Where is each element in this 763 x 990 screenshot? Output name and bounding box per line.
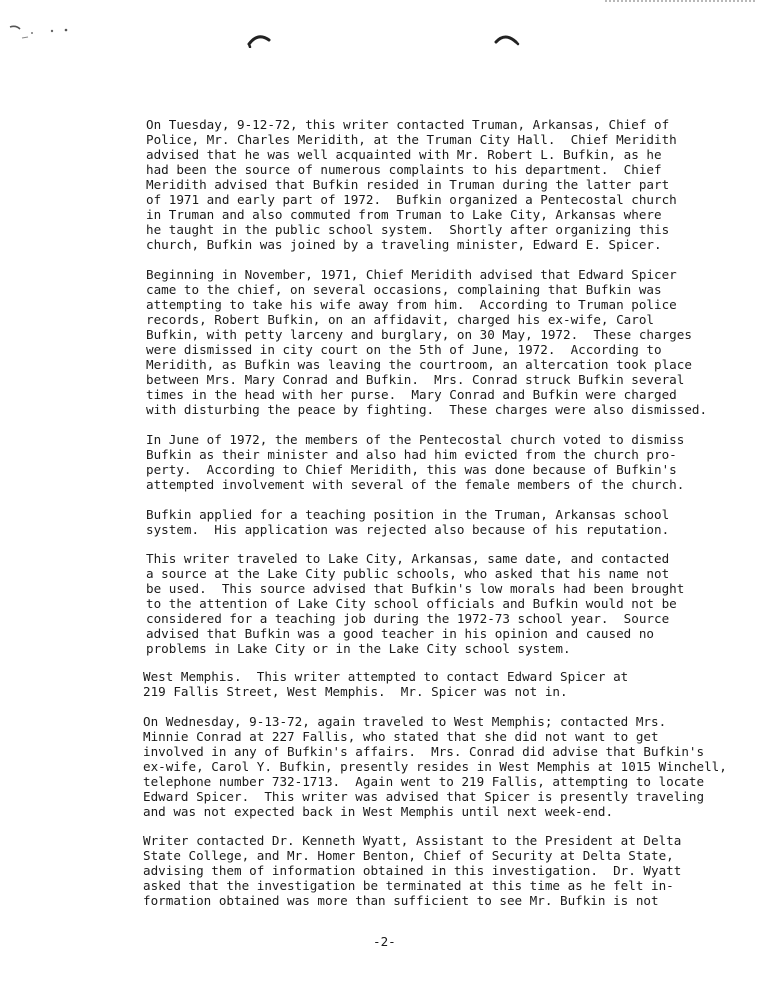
text-line: Meridith advised that Bufkin resided in Truman during the latter part: [146, 177, 670, 192]
paragraph: [143, 669, 628, 699]
text-line: he taught in the public school system. Shortly after organizing this: [146, 222, 670, 237]
text-line: telephone number 732-1713. Again went to 219 Fallis, attempting to locate: [143, 774, 705, 789]
text-line: to the attention of Lake City school officials and Bufkin would not be: [146, 596, 677, 611]
text-line: and was not expected back in West Memphis until next week-end.: [143, 804, 614, 819]
text-line: involved in any of Bufkin's affairs. Mrs. Conrad did advise that Bufkin's: [143, 744, 705, 759]
paragraph: [143, 714, 727, 819]
text-line: attempting to take his wife away from him. According to Truman police: [146, 297, 677, 312]
paragraph: [146, 551, 684, 656]
text-line: times in the head with her purse. Mary Conrad and Bufkin were charged: [146, 387, 677, 402]
text-line: This writer traveled to Lake City, Arkansas, same date, and contacted: [146, 551, 670, 566]
text-line: Meridith, as Bufkin was leaving the courtroom, an altercation took place: [146, 357, 692, 372]
paragraph: [146, 507, 669, 537]
text-line: Police, Mr. Charles Meridith, at the Truman City Hall. Chief Meridith: [146, 132, 677, 147]
text-line: Edward Spicer. This writer was advised that Spicer is presently traveling: [143, 789, 705, 804]
text-line: had been the source of numerous complaints to his department. Chief: [146, 162, 662, 177]
text-line: Writer contacted Dr. Kenneth Wyatt, Assistant to the President at Delta: [143, 833, 682, 848]
text-line: On Wednesday, 9-13-72, again traveled to West Memphis; contacted Mrs.: [143, 714, 667, 729]
text-line: problems in Lake City or in the Lake City school system.: [146, 641, 571, 656]
paragraph: [146, 432, 684, 492]
text-line: came to the chief, on several occasions, complaining that Bufkin was: [146, 282, 662, 297]
text-line: West Memphis. This writer attempted to contact Edward Spicer at: [143, 669, 629, 684]
text-line: were dismissed in city court on the 5th of June, 1972. According to: [146, 342, 662, 357]
paragraph: [146, 267, 707, 417]
paragraph: [143, 833, 681, 908]
text-line: with disturbing the peace by fighting. These charges were also dismissed.: [146, 402, 708, 417]
text-line: advised that Bufkin was a good teacher in his opinion and caused no: [146, 626, 654, 641]
text-line: In June of 1972, the members of the Pentecostal church voted to dismiss: [146, 432, 685, 447]
text-line: On Tuesday, 9-12-72, this writer contacted Truman, Arkansas, Chief of: [146, 117, 670, 132]
page-number: -2-: [373, 934, 396, 949]
text-line: considered for a teaching job during the 1972-73 school year. Source: [146, 611, 670, 626]
text-line: church, Bufkin was joined by a traveling minister, Edward E. Spicer.: [146, 237, 662, 252]
text-line: system. His application was rejected also because of his reputation.: [146, 522, 670, 537]
text-line: ex-wife, Carol Y. Bufkin, presently resides in West Memphis at 1015 Winchell,: [143, 759, 727, 774]
text-line: be used. This source advised that Bufkin's low morals had been brought: [146, 581, 685, 596]
text-line: 219 Fallis Street, West Memphis. Mr. Spicer was not in.: [143, 684, 568, 699]
text-line: Bufkin, with petty larceny and burglary, on 30 May, 1972. These charges: [146, 327, 692, 342]
top-edge-dots: [605, 0, 755, 5]
text-line: Bufkin as their minister and also had him evicted from the church pro-: [146, 447, 677, 462]
text-line: in Truman and also commuted from Truman to Lake City, Arkansas where: [146, 207, 662, 222]
text-line: Beginning in November, 1971, Chief Meridith advised that Edward Spicer: [146, 267, 677, 282]
text-line: advising them of information obtained in this investigation. Dr. Wyatt: [143, 863, 682, 878]
text-line: perty. According to Chief Meridith, this was done because of Bufkin's: [146, 462, 677, 477]
text-line: Minnie Conrad at 227 Fallis, who stated that she did not want to get: [143, 729, 659, 744]
text-line: of 1971 and early part of 1972. Bufkin organized a Pentecostal church: [146, 192, 677, 207]
text-line: records, Robert Bufkin, on an affidavit, charged his ex-wife, Carol: [146, 312, 654, 327]
text-line: a source at the Lake City public schools, who asked that his name not: [146, 566, 670, 581]
text-line: Bufkin applied for a teaching position in the Truman, Arkansas school: [146, 507, 670, 522]
text-line: attempted involvement with several of the female members of the church.: [146, 477, 685, 492]
text-line: between Mrs. Mary Conrad and Bufkin. Mrs. Conrad struck Bufkin several: [146, 372, 685, 387]
text-line: State College, and Mr. Homer Benton, Chief of Security at Delta State,: [143, 848, 674, 863]
text-line: advised that he was well acquainted with Mr. Robert L. Bufkin, as he: [146, 147, 662, 162]
staple-mark-icon: [246, 30, 272, 48]
margin-smudge-mark: [8, 18, 78, 42]
staple-mark-icon: [494, 30, 520, 48]
text-line: asked that the investigation be terminated at this time as he felt in-: [143, 878, 674, 893]
text-line: formation obtained was more than sufficient to see Mr. Bufkin is not: [143, 893, 659, 908]
paragraph: [146, 117, 677, 252]
